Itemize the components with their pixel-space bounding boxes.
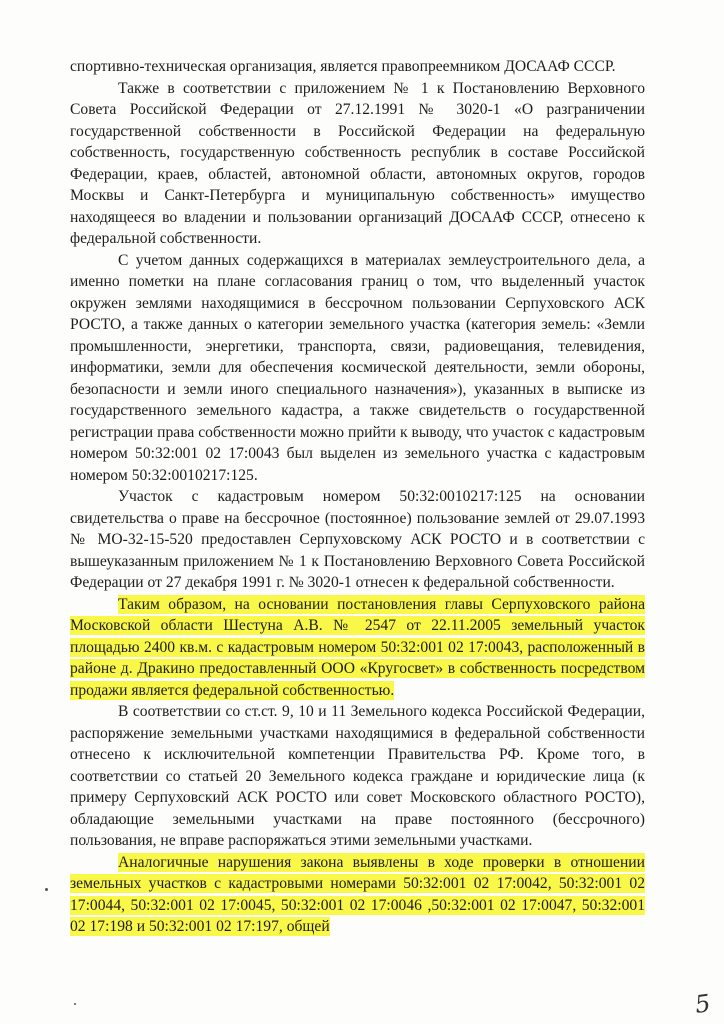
paragraph-p1 xyxy=(70,56,645,78)
page-number: 5 xyxy=(693,989,713,1019)
paragraph-p3 xyxy=(70,250,645,487)
document-body xyxy=(70,56,645,938)
paragraph-p4 xyxy=(70,486,645,594)
scan-speck xyxy=(45,888,48,891)
paragraph-text: Участок с кадастровым номером 50:32:0010217:125 на основании свидетельства о праве на бессрочное (постоянное) пользование землей от 29.07.1993 № МО-32-15-520 предоставлен Серпуховскому АСК РОСТО и в соответствии с вышеуказанным приложением № 1 к Постановлению Верховного Совета Российской Федерации от 27 декабря 1991 г. № 3020-1 отнесен к федеральной собственности. xyxy=(70,488,645,591)
paragraph-p5 xyxy=(70,594,645,702)
paragraph-p6 xyxy=(70,701,645,852)
highlighted-text: Таким образом, на основании постановления главы Серпуховского района Московской области Шестуна А.В. № 2547 от 22.11.2005 земельный участок площадью 2400 кв.м. с кадастровым номером 50:32:001 02 17:0043, расположенный в районе д. Дракино предоставленный ООО «Кругосвет» в собственность посредством продажи является федеральной собственностью. xyxy=(70,595,645,699)
paragraph-text: С учетом данных содержащихся в материалах землеустроительного дела, а именно пометки на плане согласования границ о том, что выделенный участок окружен землями находящимися в бессрочном пользовании Серпуховского АСК РОСТО, а также данных о категории земельного участка (категория земель: «Земли промышленности, энергетики, транспорта, связи, радиовещания, телевидения, информатики, земли для обеспечения космической деятельности, земли обороны, безопасности и земли иного специального назначения»), указанных в выписке из государственного земельного кадастра, а также свидетельств о государственной регистрации права собственности можно прийти к выводу, что участок с кадастровым номером 50:32:001 02 17:0043 был выделен из земельного участка с кадастровым номером 50:32:0010217:125. xyxy=(70,251,645,484)
paragraph-text: спортивно-техническая организация, является правопреемником ДОСААФ СССР. xyxy=(70,58,616,75)
paragraph-p2 xyxy=(70,78,645,250)
highlighted-text: Аналогичные нарушения закона выявлены в ходе проверки в отношении земельных участков с кадастровыми номерами 50:32:001 02 17:0042, 50:32:001 02 17:0044, 50:32:001 02 17:0045, 50:32:001 02 17:0046 ,50:32:001 02 17:0047, 50:32:001 02 17:198 и 50:32:001 02 17:197, общей xyxy=(70,853,645,935)
scan-speck xyxy=(74,1003,76,1005)
paragraph-p7 xyxy=(70,852,645,938)
paragraph-text: В соответствии со ст.ст. 9, 10 и 11 Земельного кодекса Российской Федерации, распоряжение земельными участками находящимися в федеральной собственности отнесено к исключительной компетенции Правительства РФ. Кроме того, в соответствии со статьей 20 Земельного кодекса граждане и юридические лица (к примеру Серпуховский АСК РОСТО или совет Московского областного РОСТО), обладающие земельными участками на праве постоянного (бессрочного) пользования, не вправе распоряжаться этими земельными участками. xyxy=(70,703,645,849)
paragraph-text: Также в соответствии с приложением № 1 к Постановлению Верховного Совета Российской Федерации от 27.12.1991 № 3020-1 «О разграничении государственной собственности в Российской Федерации на федеральную собственность, государственную собственность республик в составе Российской Федерации, краев, областей, автономной области, автономных округов, городов Москвы и Санкт-Петербурга и муниципальную собственность» имущество находящееся во владении и пользовании организаций ДОСААФ СССР, отнесено к федеральной собственности. xyxy=(70,79,645,247)
